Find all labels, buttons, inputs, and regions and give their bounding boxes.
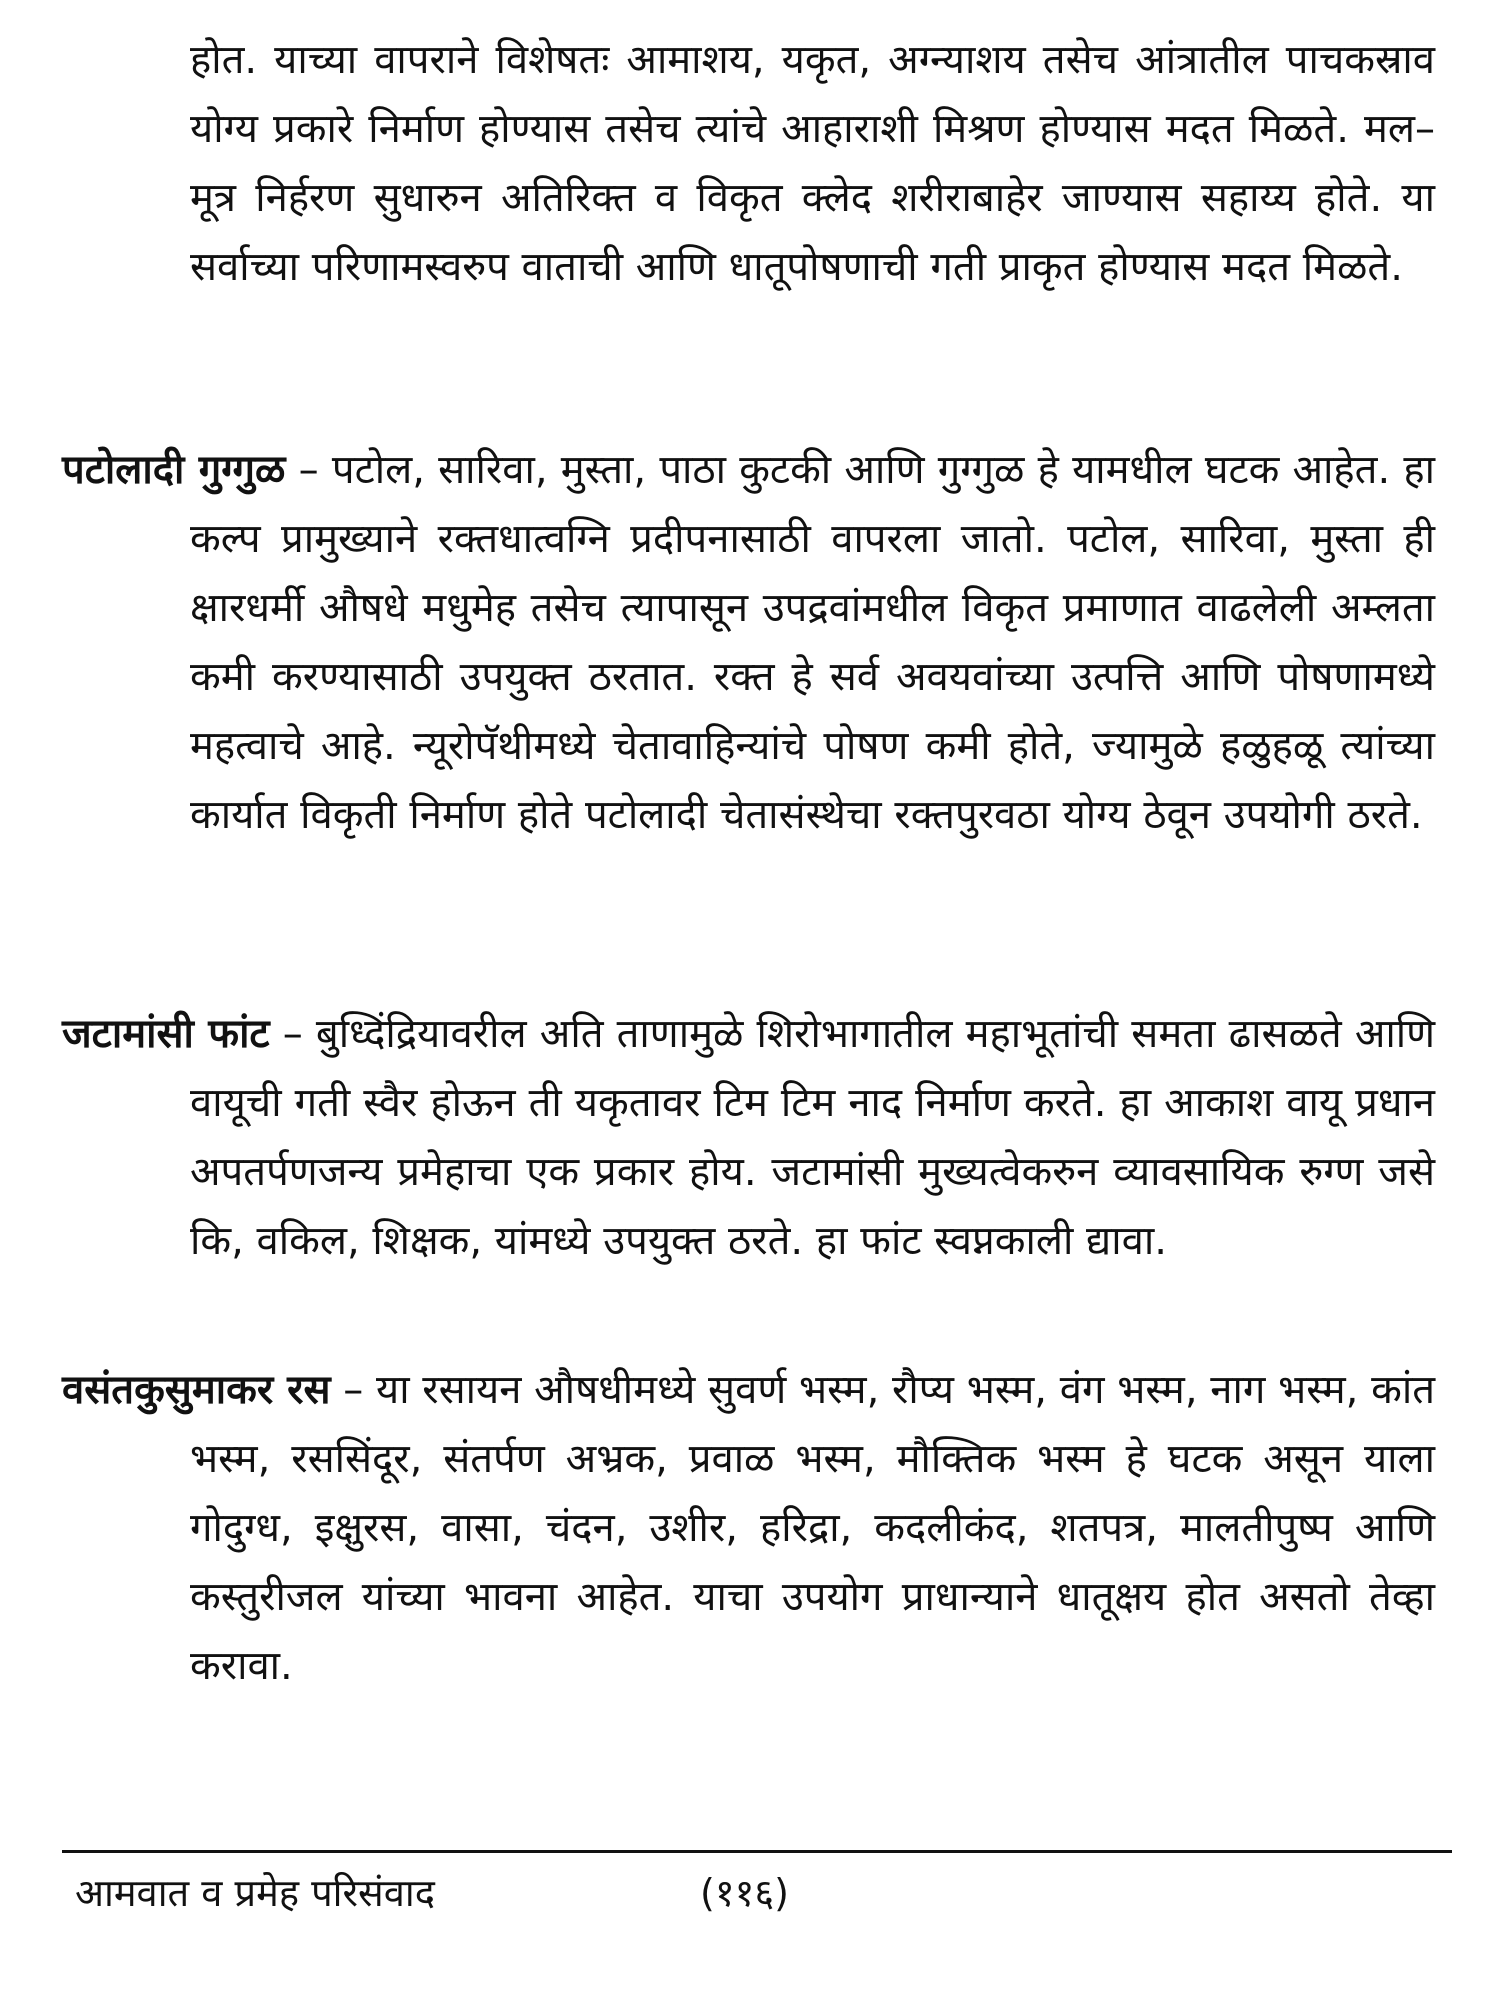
entry-term: जटामांसी फांट — [62, 1011, 270, 1057]
entry-text: बुध्दिंद्रियावरील अति ताणामुळे शिरोभागातील महाभूतांची समता ढासळते आणि वायूची गती स्वैर होऊन ती यकृतावर टिम टिम नाद निर्माण करते. हा आकाश वायू प्रधान अपतर्पणजन्य प्रमेहाचा एक प्रकार होय. जटामांसी मुख्यत्वेकरुन व्यावसायिक रुग्ण जसे कि, वकिल, शिक्षक, यांमध्ये उपयुक्त ठरते. हा फांट स्वप्नकाली द्यावा. — [190, 1011, 1435, 1264]
entry-patoladi-guggul — [62, 436, 1435, 850]
entry-jatamansi-phant — [62, 1000, 1435, 1276]
entry-text: पटोल, सारिवा, मुस्ता, पाठा कुटकी आणि गुग्गुळ हे यामधील घटक आहेत. हा कल्प प्रामुख्याने रक्तधात्वग्नि प्रदीपनासाठी वापरला जातो. पटोल, सारिवा, मुस्ता ही क्षारधर्मी औषधे मधुमेह तसेच त्यापासून उपद्रवांमधील विकृत प्रमाणात वाढलेली अम्लता कमी करण्यासाठी उपयुक्त ठरतात. रक्त हे सर्व अवयवांच्या उत्पत्ति आणि पोषणामध्ये महत्वाचे आहे. न्यूरोपॅथीमध्ये चेतावाहिन्यांचे पोषण कमी होते, ज्यामुळे हळुहळू त्यांच्या कार्यात विकृती निर्माण होते पटोलादी चेतासंस्थेचा रक्तपुरवठा योग्य ठेवून उपयोगी ठरते. — [190, 447, 1435, 838]
entry-text: या रसायन औषधीमध्ये सुवर्ण भस्म, रौप्य भस्म, वंग भस्म, नाग भस्म, कांत भस्म, रससिंदूर, संतर्पण अभ्रक, प्रवाळ भस्म, मौक्तिक भस्म हे घटक असून याला गोदुग्ध, इक्षुरस, वासा, चंदन, उशीर, हरिद्रा, कदलीकंद, शतपत्र, मालतीपुष्प आणि कस्तुरीजल यांच्या भावना आहेत. याचा उपयोग प्राधान्याने धातूक्षय होत असतो तेव्हा करावा. — [190, 1367, 1435, 1689]
entry-term: वसंतकुसुमाकर रस — [62, 1367, 331, 1413]
intro-paragraph: होत. याच्या वापराने विशेषतः आमाशय, यकृत, अग्न्याशय तसेच आंत्रातील पाचकस्राव योग्य प्रकारे निर्माण होण्यास तसेच त्यांचे आहाराशी मिश्रण होण्यास मदत मिळते. मल–मूत्र निर्हरण सुधारुन अतिरिक्त व विकृत क्लेद शरीराबाहेर जाण्यास सहाय्य होते. या सर्वाच्या परिणामस्वरुप वाताची आणि धातूपोषणाची गती प्राकृत होण्यास मदत मिळते. — [190, 37, 1435, 290]
entry-separator: – — [285, 447, 332, 493]
entry-separator: – — [330, 1367, 376, 1413]
page-number: (११६) — [700, 1871, 789, 1915]
footer-title: आमवात व प्रमेह परिसंवाद — [75, 1871, 435, 1915]
entry-separator: – — [269, 1011, 316, 1057]
footer-divider — [62, 1850, 1452, 1853]
entry-vasantkusumakar-ras — [62, 1356, 1435, 1701]
entry-term: पटोलादी गुग्गुळ — [62, 447, 286, 493]
